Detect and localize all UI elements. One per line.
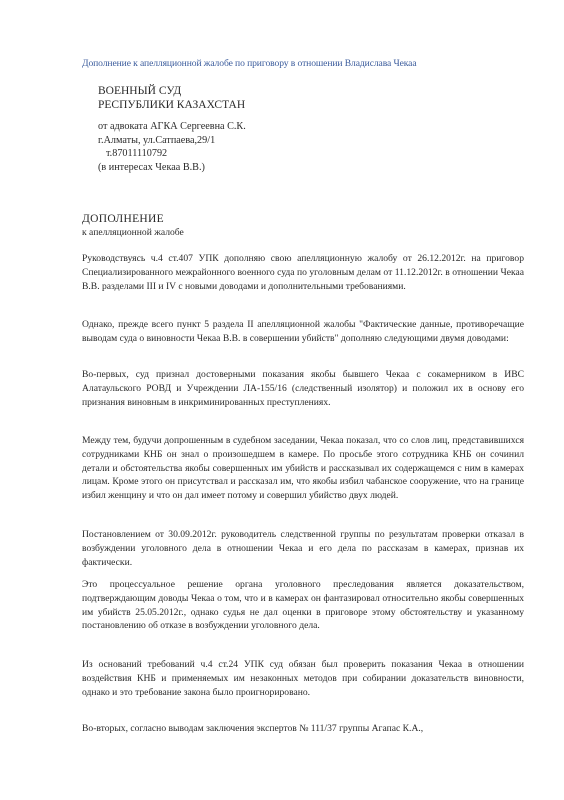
body-paragraph: Во-вторых, согласно выводам заключения экспертов № 111/37 группы Агапас К.А., — [82, 723, 424, 734]
sender-line: г.Алматы, ул.Сатпаева,29/1 — [98, 134, 216, 146]
addressee-line: РЕСПУБЛИКИ КАЗАХСТАН — [98, 99, 246, 111]
addressee-block — [98, 84, 298, 112]
sender-phone: т.87011110792 — [106, 148, 168, 160]
body-paragraph: Между тем, будучи допрошенным в судебном заседании, Чекаа показал, что со слов лиц, представившихся сотрудниками КНБ он знал о произошедшем в камере. По просьбе этого сотрудника КНБ он сочинил детали и обстоятельства якобы совершенных им убийств и рассказывал их содержащемся с ним в камерах лицам. Кроме этого он присутствал и рассказал им, что якобы избил чабанское сооружение, что на границе избил женщину и что он дал имеет потому и совершил убийство двух людей. — [82, 435, 524, 502]
sender-line: от адвоката АГКА Сергеевна С.К. — [98, 121, 246, 132]
body-paragraph: Руководствуясь ч.4 ст.407 УПК дополняю свою апелляционную жалобу от 26.12.2012г. на приговор Специализированного межрайонного военного суда по уголовным делам от 11.12.2012г. в отношении Чекаа В.В. разделами III и IV с новыми доводами и дополнительными требованиями. — [82, 253, 524, 292]
body-paragraph: Во-первых, суд признал достоверными показания якобы бывшего Чекаа с сокамерником в ИВС Алатаульского РОВД и Учреждении ЛА-155/16 (следственный изолятор) и положил их в основу его признания виновным в инкриминированных преступлениях. — [82, 369, 524, 408]
sender-block — [98, 120, 358, 174]
body-paragraph: Однако, прежде всего пункт 5 раздела II апелляционной жалобы "Фактические данные, противоречащие выводам суда о виновности Чекаа В.В. в совершении убийств" дополняю следующими двумя доводами: — [82, 319, 524, 344]
body-paragraph: Постановлением от 30.09.2012г. руководитель следственной группы по результатам проверки отказал в возбуждении уголовного дела в отношении Чекаа и его дела по рассказам в камерах, признав их фактически. — [82, 529, 524, 568]
body-paragraph: Это процессуальное решение органа уголовного преследования является доказательством, подтверждающим доводы Чекаа о том, что и в камерах он фантазировал относительно якобы совершенных им убийств 25.05.2012г., однако судья не дал оценки в приговоре этому обстоятельству и указанному постановлению об отказе в возбуждении уголовного дела. — [82, 579, 524, 632]
addressee-line: ВОЕННЫЙ СУД — [98, 85, 182, 97]
document-link-title[interactable]: Дополнение к апелляционной жалобе по приговору в отношении Владислава Чекаа — [82, 58, 417, 69]
sender-line: (в интересах Чекаа В.В.) — [98, 161, 205, 173]
body-paragraph: Из оснований требований ч.4 ст.24 УПК суд обязан был проверить показания Чекаа в отношении воздействия КНБ и применяемых им незаконных методов при собирании доказательств виновности, однако и это требование закона было проигнорировано. — [82, 659, 524, 698]
document-subtitle: к апелляционной жалобе — [82, 227, 184, 238]
document-title: ДОПОЛНЕНИЕ — [82, 213, 164, 225]
